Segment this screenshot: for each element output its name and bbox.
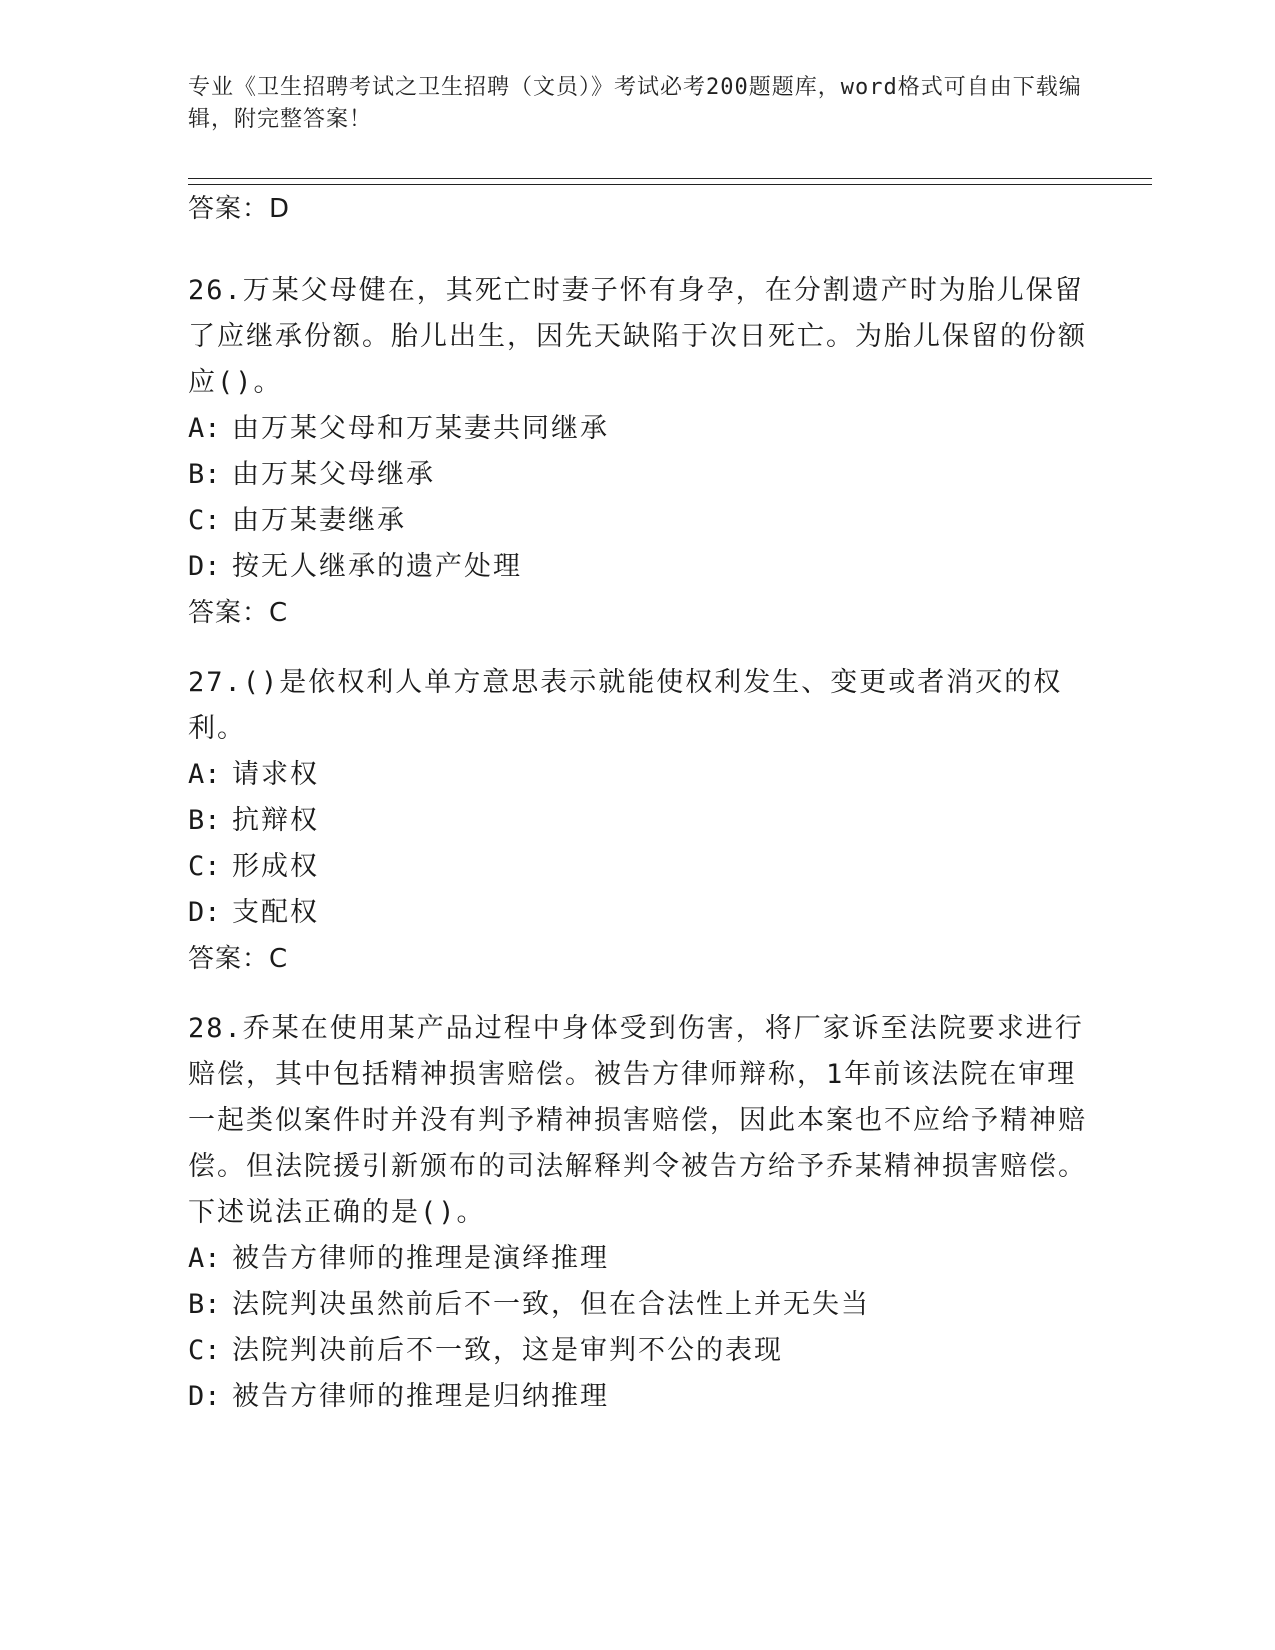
option-text: 被告方律师的推理是归纳推理 <box>232 1381 609 1412</box>
option-letter: D: <box>188 551 221 582</box>
option-text: 支配权 <box>232 897 319 928</box>
option-text: 形成权 <box>232 851 319 882</box>
option-c <box>188 1328 1088 1374</box>
header-rule-top <box>188 178 1152 179</box>
option-c <box>188 498 1088 544</box>
option-letter: A: <box>188 1243 221 1274</box>
question-27 <box>188 660 1088 982</box>
option-letter: B: <box>188 1289 221 1320</box>
option-b <box>188 1282 1088 1328</box>
option-letter: B: <box>188 459 221 490</box>
option-letter: B: <box>188 805 221 836</box>
option-c <box>188 844 1088 890</box>
question-28 <box>188 1006 1088 1420</box>
option-letter: D: <box>188 1381 221 1412</box>
document-header: 专业《卫生招聘考试之卫生招聘（文员）》考试必考200题题库，word格式可自由下载编辑，附完整答案！ <box>188 75 1082 132</box>
option-text: 按无人继承的遗产处理 <box>232 551 522 582</box>
option-a <box>188 752 1088 798</box>
option-a <box>188 406 1088 452</box>
option-d <box>188 544 1088 590</box>
option-text: 抗辩权 <box>232 805 319 836</box>
option-letter: C: <box>188 851 221 882</box>
option-a <box>188 1236 1088 1282</box>
option-text: 法院判决虽然前后不一致，但在合法性上并无失当 <box>232 1289 870 1320</box>
question-26 <box>188 268 1088 636</box>
question-stem: 26.万某父母健在，其死亡时妻子怀有身孕，在分割遗产时为胎儿保留了应继承份额。胎儿出生，因先天缺陷于次日死亡。为胎儿保留的份额应()。 <box>188 275 1087 398</box>
option-letter: A: <box>188 759 221 790</box>
option-b <box>188 798 1088 844</box>
question-stem: 28.乔某在使用某产品过程中身体受到伤害，将厂家诉至法院要求进行赔偿，其中包括精神损害赔偿。被告方律师辩称，1年前该法院在审理一起类似案件时并没有判予精神损害赔偿，因此本案也不应给予精神赔偿。但法院援引新颁布的司法解释判令被告方给予乔某精神损害赔偿。下述说法正确的是()。 <box>188 1013 1087 1228</box>
option-d <box>188 1374 1088 1420</box>
answer: 答案：C <box>188 598 289 628</box>
option-letter: C: <box>188 505 221 536</box>
answer: 答案：C <box>188 944 289 974</box>
option-text: 法院判决前后不一致，这是审判不公的表现 <box>232 1335 783 1366</box>
option-b <box>188 452 1088 498</box>
option-text: 被告方律师的推理是演绎推理 <box>232 1243 609 1274</box>
header-rule-bottom <box>188 184 1152 185</box>
option-text: 由万某妻继承 <box>232 505 406 536</box>
question-stem: 27.()是依权利人单方意思表示就能使权利发生、变更或者消灭的权利。 <box>188 667 1063 744</box>
previous-answer: 答案：D <box>188 194 291 224</box>
option-text: 由万某父母继承 <box>232 459 435 490</box>
option-text: 请求权 <box>232 759 319 790</box>
option-text: 由万某父母和万某妻共同继承 <box>232 413 609 444</box>
option-d <box>188 890 1088 936</box>
option-letter: D: <box>188 897 221 928</box>
option-letter: C: <box>188 1335 221 1366</box>
option-letter: A: <box>188 413 221 444</box>
